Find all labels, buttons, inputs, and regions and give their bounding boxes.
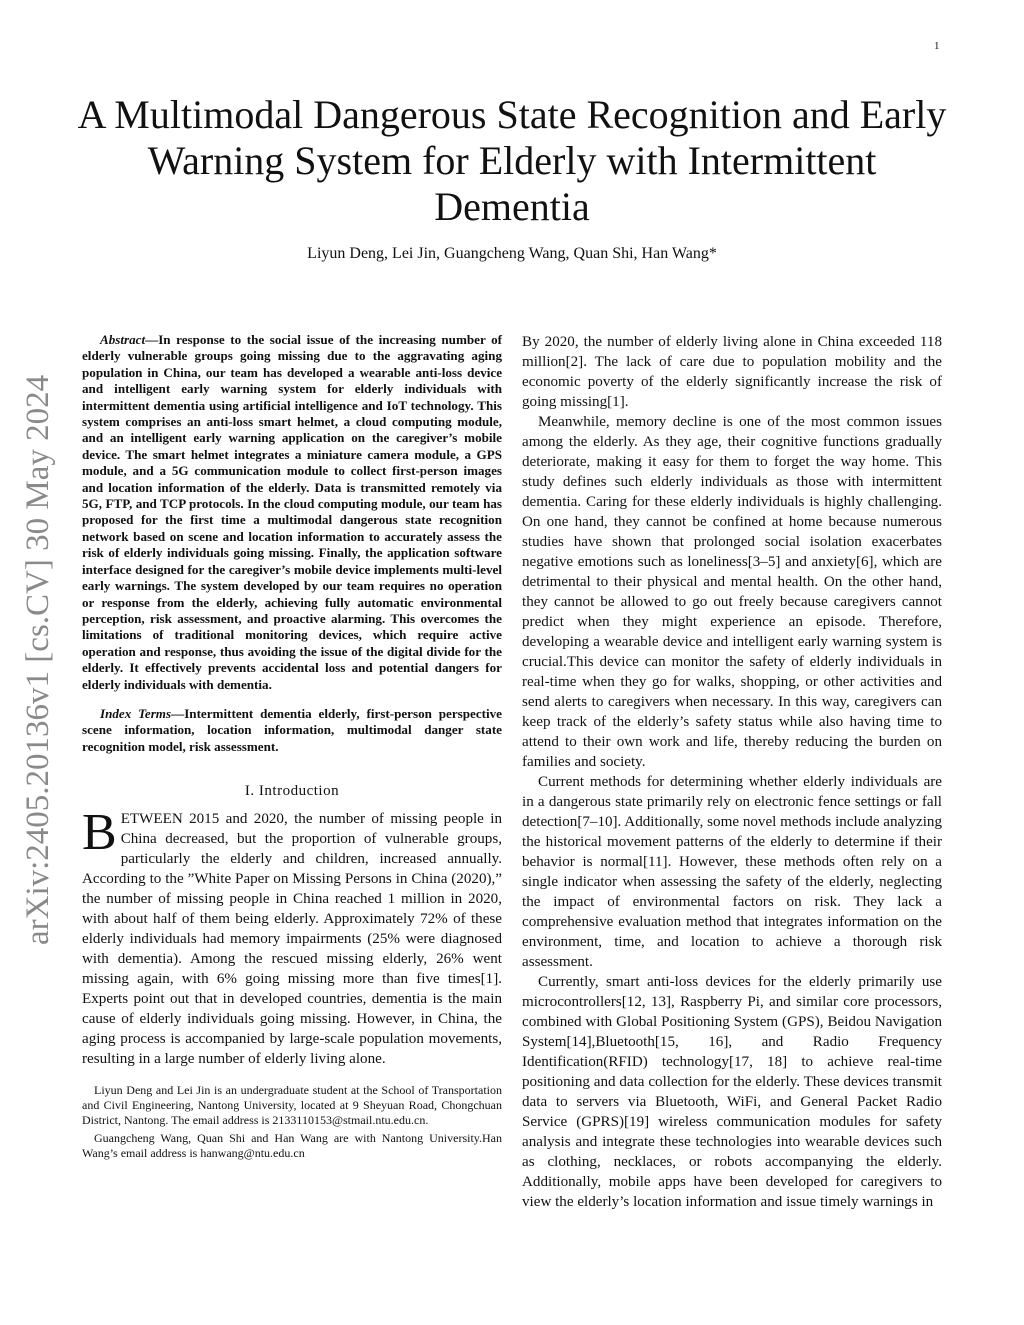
intro-paragraph-1-continued: By 2020, the number of elderly living alone in China exceeded 118 million[2]. The lack of care due to population mobility and the economic poverty of the elderly significantly increase the risk of going missing[1]. — [522, 334, 942, 410]
intro-paragraph-1-text: ETWEEN 2015 and 2020, the number of missing people in China decreased, but the proportion of vulnerable groups, particularly the elderly and children, increased annually. According to the ”White Paper on Missing Persons in China (2020),” the number of missing people in China reached 1 million in 2020, with about half of them being elderly. Approximately 72% of these elderly individuals had memory impairments (25% were diagnosed with dementia). Among the rescued missing elderly, 26% went missing again, with 6% going missing more than five times[1]. Experts point out that in developed countries, dementia is the main cause of elderly individuals going missing. However, in China, the aging process is accompanied by large-scale population movements, resulting in a large number of elderly living alone. — [82, 811, 502, 1068]
index-terms — [82, 706, 502, 755]
intro-paragraph-1 — [82, 804, 502, 1069]
intro-paragraph-3: Current methods for determining whether elderly individuals are in a dangerous state primarily rely on electronic fence settings or fall detection[7–10]. Additionally, some novel methods include analyzing the historical movement patterns of the elderly to determine if their behavior is normal[11]. However, these methods often rely on a single indicator when assessing the safety of the elderly, neglecting the impact of environmental factors on risk. They lack a comprehensive evaluation method that integrates information on the environment, time, and location to achieve a thorough risk assessment. — [522, 774, 942, 970]
drop-cap: B — [82, 804, 117, 862]
footnote-affiliation-1: Liyun Deng and Lei Jin is an undergraduate student at the School of Transportation and Civil Engineering, Nantong University, located at 9 Sheyuan Road, Chongchuan District, Nantong. The email address is 2133110153@stmail.ntu.edu.cn. — [82, 1083, 502, 1128]
footnote-affiliation-2: Guangcheng Wang, Quan Shi and Han Wang are with Nantong University.Han Wang’s email address is hanwang@ntu.edu.cn — [82, 1131, 502, 1161]
index-terms-text: —Intermittent dementia elderly, first-person perspective scene information, location information, multimodal danger state recognition model, risk assessment. — [82, 705, 502, 754]
paper-title: A Multimodal Dangerous State Recognition and Early Warning System for Elderly with Intermittent Dementia — [77, 92, 947, 229]
index-terms-label: Index Terms — [100, 705, 172, 721]
author-list: Liyun Deng, Lei Jin, Guangcheng Wang, Quan Shi, Han Wang* — [307, 245, 717, 262]
page-number: 1 — [934, 40, 940, 52]
abstract — [82, 332, 502, 693]
abstract-label: Abstract — [100, 332, 146, 347]
left-column — [82, 332, 502, 1164]
arxiv-identifier: arXiv:2405.20136v1 [cs.CV] 30 May 2024 — [20, 374, 56, 945]
abstract-text: —In response to the social issue of the increasing number of elderly vulnerable groups going missing due to the aggravating aging population in China, our team has developed a wearable anti-loss device and intelligent early warning system for elderly individuals with intermittent dementia using artificial intelligence and IoT technology. This system comprises an anti-loss smart helmet, a cloud computing module, and an intelligent early warning application on the caregiver’s mobile device. The smart helmet integrates a miniature camera module, a GPS module, and a 5G communication module to collect first-person images and location information of the elderly. Data is transmitted remotely via 5G, FTP, and TCP protocols. In the cloud computing module, our team has proposed for the first time a multimodal dangerous state recognition network based on scene and location information to accurately assess the risk of elderly individuals going missing. Finally, the application software interface designed for the caregiver’s mobile device implements multi-level early warnings. The system developed by our team requires no operation or response from the elderly, achieving fully automatic environmental perception, risk assessment, and proactive alarming. This overcomes the limitations of traditional monitoring devices, which require active operation and response, thus avoiding the issue of the digital divide for the elderly. It effectively prevents accidental loss and potential dangers for elderly individuals with dementia. — [82, 332, 502, 692]
right-column — [522, 332, 942, 1212]
intro-paragraph-2: Meanwhile, memory decline is one of the most common issues among the elderly. As they age, their cognitive functions gradually deteriorate, making it easy for them to forget the way home. This study defines such elderly individuals as those with intermittent dementia. Caring for these elderly individuals is highly challenging. On one hand, they cannot be confined at home because numerous studies have shown that prolonged social isolation exacerbates negative emotions such as loneliness[3–5] and anxiety[6], which are detrimental to their physical and mental health. On the other hand, they cannot be allowed to go out freely because caregivers cannot predict when they might experience an episode. Therefore, developing a wearable device and intelligent early warning system is crucial.This device can monitor the safety of elderly individuals in real-time when they go for walks, shopping, or other activities and send alerts to caregivers when necessary. In this way, caregivers can keep track of the elderly’s safety status while also having time to attend to their own work and life, thereby reducing the burden on families and society. — [522, 414, 942, 770]
footnotes — [82, 1083, 502, 1161]
intro-paragraph-4: Currently, smart anti-loss devices for the elderly primarily use microcontrollers[12, 13], Raspberry Pi, and similar core processors, combined with Global Positioning System (GPS), Beidou Navigation System[14],Bluetooth[15, 16], and Radio Frequency Identification(RFID) technology[17, 18] to achieve real-time positioning and data collection for the elderly. These devices transmit data to servers via Bluetooth, WiFi, and General Packet Radio Service (GPRS)[19] wireless communication modules for safety analysis and integrate these technologies into wearable devices such as clothing, necklaces, or robots accompanying the elderly. Additionally, mobile apps have been developed for caregivers to view the elderly’s location information and issue timely warnings in — [522, 974, 942, 1210]
section-heading: I. Introduction — [244, 783, 340, 800]
